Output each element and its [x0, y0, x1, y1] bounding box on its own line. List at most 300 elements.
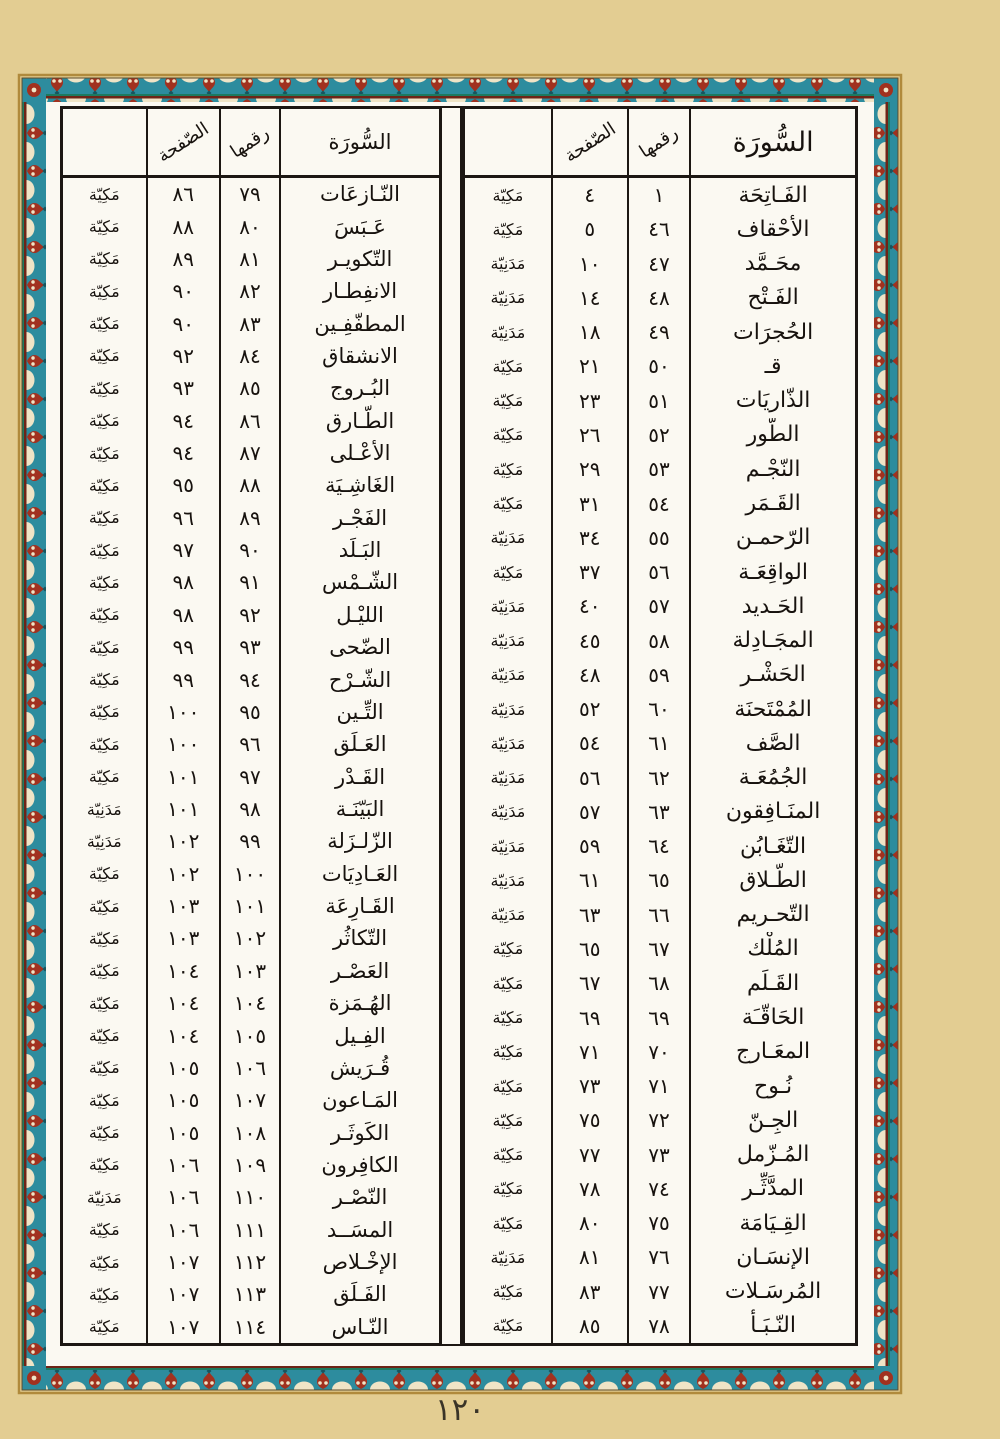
table-row	[465, 863, 855, 897]
surah-start-page: ٥٤	[553, 726, 629, 760]
surah-name: الزّلـزَلة	[327, 829, 393, 854]
table-row	[63, 987, 439, 1019]
table-row	[465, 1000, 855, 1034]
revelation-type: مَكِيّة	[63, 210, 148, 242]
surah-name: الإخْـلاص	[322, 1250, 398, 1275]
revelation-type: مَكِيّة	[63, 1052, 148, 1084]
surah-start-page: ٧٧	[553, 1137, 629, 1171]
table-row	[63, 469, 439, 501]
surah-number: ٨٠	[221, 210, 281, 242]
surah-start-page: ٩٤	[148, 437, 221, 469]
surah-start-page: ١٠٥	[148, 1052, 221, 1084]
surah-start-page: ٩٣	[148, 372, 221, 404]
surah-name: القِـيَامَة	[739, 1210, 807, 1236]
surah-start-page: ٨٠	[553, 1206, 629, 1240]
revelation-type: مَكِيّة	[63, 599, 148, 631]
surah-number: ١١٠	[221, 1181, 281, 1213]
revelation-type: مَكِيّة	[63, 955, 148, 987]
surah-name: المُرسَـلات	[724, 1279, 822, 1305]
surah-name: الجِـنّ	[747, 1107, 799, 1133]
surah-name: المعَـارج	[736, 1039, 811, 1065]
revelation-type: مَدَنِيّة	[465, 658, 553, 692]
revelation-type: مَكِيّة	[465, 1069, 553, 1103]
surah-index-table-left	[60, 106, 442, 1346]
surah-start-page: ٢٣	[553, 384, 629, 418]
surah-number: ٧٨	[629, 1309, 691, 1343]
table-row	[465, 1240, 855, 1274]
table-row	[63, 858, 439, 890]
table-row	[63, 210, 439, 242]
revelation-type: مَدَنِيّة	[465, 281, 553, 315]
revelation-type: مَدَنِيّة	[465, 898, 553, 932]
table-row	[63, 760, 439, 792]
surah-number: ٥٢	[629, 418, 691, 452]
revelation-type: مَكِيّة	[63, 890, 148, 922]
surah-number: ٦١	[629, 726, 691, 760]
surah-start-page: ١٠٧	[148, 1311, 221, 1343]
surah-start-page: ٩٨	[148, 599, 221, 631]
table-row	[465, 521, 855, 555]
surah-start-page: ١٠٢	[148, 858, 221, 890]
surah-number: ٨٤	[221, 340, 281, 372]
revelation-type: مَكِيّة	[63, 1246, 148, 1278]
table-row	[63, 955, 439, 987]
revelation-type: مَكِيّة	[63, 534, 148, 566]
surah-number: ٨٢	[221, 275, 281, 307]
surah-name: الطُّور	[746, 422, 800, 448]
revelation-type: مَكِيّة	[465, 1309, 553, 1343]
surah-number: ٨٧	[221, 437, 281, 469]
surah-name: الكافِرون	[321, 1152, 399, 1177]
surah-name: المجَـادِلة	[732, 628, 814, 654]
surah-number: ١	[629, 178, 691, 212]
surah-number: ٧٧	[629, 1275, 691, 1309]
surah-name: المُمْتَحنَة	[734, 696, 812, 722]
revelation-type: مَكِيّة	[465, 555, 553, 589]
surah-start-page: ٩٥	[148, 469, 221, 501]
surah-name: الحُجرَات	[733, 319, 814, 345]
table-row	[465, 247, 855, 281]
table-body	[63, 178, 439, 1343]
surah-start-page: ٩٨	[148, 566, 221, 598]
surah-name: الصَّف	[745, 730, 801, 756]
surah-start-page: ٥٢	[553, 692, 629, 726]
surah-number: ٨٥	[221, 372, 281, 404]
revelation-type: مَكِيّة	[63, 566, 148, 598]
surah-start-page: ١٠٦	[148, 1149, 221, 1181]
surah-start-page: ٨٣	[553, 1275, 629, 1309]
surah-start-page: ٨٨	[148, 210, 221, 242]
table-row	[63, 890, 439, 922]
table-row	[465, 1069, 855, 1103]
table-row	[63, 1084, 439, 1116]
surah-start-page: ٨٥	[553, 1309, 629, 1343]
surah-start-page: ١٠٦	[148, 1214, 221, 1246]
table-row	[63, 178, 439, 210]
header-number: رقمها	[221, 109, 281, 175]
header-surah: السُّورَة	[732, 126, 814, 158]
revelation-type: مَكِيّة	[63, 1149, 148, 1181]
surah-name: القَـلَم	[746, 970, 800, 996]
surah-index-table-right	[462, 106, 858, 1346]
surah-start-page: ١٠١	[148, 793, 221, 825]
surah-start-page: ٧٣	[553, 1069, 629, 1103]
revelation-type: مَدَنِيّة	[465, 863, 553, 897]
surah-number: ٧٢	[629, 1103, 691, 1137]
table-row	[63, 599, 439, 631]
table-row	[63, 534, 439, 566]
revelation-type: مَكِيّة	[63, 1019, 148, 1051]
revelation-type: مَكِيّة	[63, 987, 148, 1019]
surah-name: الأحْقاف	[736, 216, 810, 242]
surah-name: الضّحى	[329, 635, 391, 660]
surah-start-page: ٥	[553, 212, 629, 246]
revelation-type: مَكِيّة	[63, 858, 148, 890]
table-row	[63, 1116, 439, 1148]
surah-number: ٥٦	[629, 555, 691, 589]
revelation-type: مَكِيّة	[465, 1172, 553, 1206]
table-row	[465, 1035, 855, 1069]
surah-start-page: ١٠٤	[148, 955, 221, 987]
table-row	[465, 418, 855, 452]
surah-name: قُـرَيش	[329, 1055, 391, 1080]
table-row	[63, 372, 439, 404]
surah-number: ١٠٩	[221, 1149, 281, 1181]
surah-number: ٦٢	[629, 761, 691, 795]
header-page: الصّفحة	[553, 109, 629, 175]
surah-start-page: ٩٠	[148, 275, 221, 307]
surah-name: المنَـافِقون	[725, 799, 821, 825]
surah-name: النّجْـم	[745, 456, 801, 482]
table-row	[465, 932, 855, 966]
surah-number: ٥٠	[629, 349, 691, 383]
surah-number: ٩٣	[221, 631, 281, 663]
revelation-type: مَكِيّة	[465, 1137, 553, 1171]
revelation-type: مَدَنِيّة	[465, 589, 553, 623]
surah-name: الحَـديد	[741, 593, 805, 619]
surah-start-page: ١٠٧	[148, 1246, 221, 1278]
surah-name: النّـبَـأ	[750, 1313, 796, 1339]
surah-start-page: ١٠٥	[148, 1084, 221, 1116]
surah-number: ٥٧	[629, 589, 691, 623]
surah-name: الليْـل	[336, 602, 384, 627]
surah-number: ١٠٣	[221, 955, 281, 987]
surah-number: ٤٧	[629, 247, 691, 281]
surah-start-page: ١٠٤	[148, 1019, 221, 1051]
revelation-type: مَكِيّة	[63, 728, 148, 760]
surah-start-page: ١٠٠	[148, 696, 221, 728]
surah-number: ٦٠	[629, 692, 691, 726]
revelation-type: مَكِيّة	[465, 452, 553, 486]
surah-start-page: ٣١	[553, 486, 629, 520]
folio-page-number: ١٢٠	[435, 1392, 485, 1428]
surah-number: ٩٥	[221, 696, 281, 728]
surah-name: الحَشْـر	[740, 662, 806, 688]
surah-start-page: ٢١	[553, 349, 629, 383]
revelation-type: مَكِيّة	[63, 1311, 148, 1343]
surah-start-page: ٩٧	[148, 534, 221, 566]
table-row	[465, 1172, 855, 1206]
table-header-row	[465, 109, 855, 178]
table-row	[63, 793, 439, 825]
surah-number: ٩٧	[221, 760, 281, 792]
surah-start-page: ١٠٤	[148, 987, 221, 1019]
revelation-type: مَكِيّة	[63, 405, 148, 437]
surah-name: المُـزّمل	[736, 1142, 810, 1168]
revelation-type: مَدَنِيّة	[465, 795, 553, 829]
surah-start-page: ٢٩	[553, 452, 629, 486]
revelation-type: مَكِيّة	[63, 1116, 148, 1148]
revelation-type: مَكِيّة	[63, 696, 148, 728]
surah-start-page: ٦١	[553, 863, 629, 897]
surah-number: ٤٩	[629, 315, 691, 349]
surah-number: ٩٦	[221, 728, 281, 760]
surah-name: التّكاثُر	[333, 926, 388, 951]
surah-number: ١١٢	[221, 1246, 281, 1278]
surah-name: المدَّثِّـر	[742, 1176, 804, 1202]
surah-start-page: ١٠١	[148, 760, 221, 792]
revelation-type: مَدَنِيّة	[465, 623, 553, 657]
surah-number: ٦٨	[629, 966, 691, 1000]
revelation-type: مَدَنِيّة	[465, 726, 553, 760]
surah-start-page: ٤٨	[553, 658, 629, 692]
spacer-column	[440, 106, 462, 1346]
surah-name: القَـارِعَة	[325, 894, 395, 919]
table-row	[465, 1275, 855, 1309]
surah-start-page: ١٤	[553, 281, 629, 315]
revelation-type: مَدَنِيّة	[63, 793, 148, 825]
table-row	[63, 566, 439, 598]
table-row	[63, 307, 439, 339]
surah-name: الفِـيل	[334, 1023, 386, 1048]
table-row	[465, 384, 855, 418]
surah-start-page: ٨١	[553, 1240, 629, 1274]
surah-number: ١٠٦	[221, 1052, 281, 1084]
surah-start-page: ٦٧	[553, 966, 629, 1000]
surah-number: ٧٣	[629, 1137, 691, 1171]
surah-name: البُـروج	[330, 376, 391, 401]
table-row	[63, 243, 439, 275]
surah-number: ١٠١	[221, 890, 281, 922]
header-number: رقمها	[629, 109, 691, 175]
table-row	[63, 1149, 439, 1181]
revelation-type: مَكِيّة	[63, 372, 148, 404]
revelation-type: مَكِيّة	[465, 1103, 553, 1137]
surah-name: نُـوح	[754, 1073, 793, 1099]
surah-number: ٧٥	[629, 1206, 691, 1240]
surah-start-page: ٥٦	[553, 761, 629, 795]
surah-start-page: ١٠٠	[148, 728, 221, 760]
surah-name: الفَـتْح	[747, 285, 799, 311]
surah-start-page: ١٨	[553, 315, 629, 349]
surah-name: الشّـرْح	[328, 667, 392, 692]
table-row	[63, 1246, 439, 1278]
table-row	[63, 1278, 439, 1310]
header-surah: السُّورَة	[328, 130, 392, 154]
surah-number: ١٠٧	[221, 1084, 281, 1116]
surah-start-page: ٨٦	[148, 178, 221, 210]
surah-name: المَـاعون	[322, 1088, 398, 1113]
surah-name: النّـاس	[331, 1314, 389, 1339]
surah-number: ٧١	[629, 1069, 691, 1103]
revelation-type: مَكِيّة	[465, 212, 553, 246]
revelation-type: مَكِيّة	[63, 437, 148, 469]
surah-number: ٩٤	[221, 663, 281, 695]
surah-name: التّغَـابُن	[740, 833, 807, 859]
table-row	[465, 281, 855, 315]
table-row	[63, 728, 439, 760]
surah-name: الفَـلَق	[333, 1282, 387, 1307]
surah-number: ٦٩	[629, 1000, 691, 1034]
surah-number: ٩١	[221, 566, 281, 598]
surah-name: النّصْـر	[332, 1185, 388, 1210]
revelation-type: مَكِيّة	[465, 349, 553, 383]
surah-name: الانفِطـار	[322, 279, 398, 304]
surah-name: النّـازعَات	[320, 182, 401, 207]
surah-number: ٥٩	[629, 658, 691, 692]
surah-start-page: ٦٣	[553, 898, 629, 932]
surah-number: ٤٦	[629, 212, 691, 246]
surah-start-page: ٧٨	[553, 1172, 629, 1206]
table-row	[465, 486, 855, 520]
revelation-type: مَدَنِيّة	[465, 521, 553, 555]
surah-start-page: ٤٠	[553, 589, 629, 623]
revelation-type: مَكِيّة	[63, 469, 148, 501]
revelation-type: مَدَنِيّة	[63, 825, 148, 857]
table-row	[465, 555, 855, 589]
surah-number: ١١٤	[221, 1311, 281, 1343]
header-page: الصّفحة	[148, 109, 221, 175]
surah-number: ٥٣	[629, 452, 691, 486]
surah-start-page: ١٠	[553, 247, 629, 281]
surah-start-page: ٣٧	[553, 555, 629, 589]
surah-name: الفَجْـر	[332, 505, 388, 530]
surah-name: الطّـارق	[325, 408, 395, 433]
surah-number: ٨١	[221, 243, 281, 275]
surah-name: الانشقاق	[322, 343, 398, 368]
surah-name: قـ	[764, 353, 782, 379]
surah-name: التِّـين	[336, 699, 384, 724]
revelation-type: مَكِيّة	[63, 760, 148, 792]
table-row	[63, 631, 439, 663]
surah-name: القَـمَر	[745, 491, 801, 517]
revelation-type: مَكِيّة	[63, 502, 148, 534]
header-type	[465, 109, 553, 175]
table-row	[465, 658, 855, 692]
surah-start-page: ٥٩	[553, 829, 629, 863]
surah-start-page: ٣٤	[553, 521, 629, 555]
surah-number: ٨٦	[221, 405, 281, 437]
table-row	[465, 692, 855, 726]
table-row	[63, 663, 439, 695]
surah-name: الطّـلاق	[739, 867, 807, 893]
surah-name: محَـمَّد	[744, 251, 802, 277]
table-row	[63, 1181, 439, 1213]
surah-start-page: ١٠٣	[148, 890, 221, 922]
surah-name: التّحـريم	[736, 902, 810, 928]
table-row	[465, 623, 855, 657]
surah-name: الواقِعَـة	[738, 559, 808, 585]
surah-number: ١٠٠	[221, 858, 281, 890]
surah-name: الإنسَـان	[736, 1244, 810, 1270]
surah-number: ١١١	[221, 1214, 281, 1246]
revelation-type: مَكِيّة	[63, 1084, 148, 1116]
table-row	[63, 437, 439, 469]
table-row	[63, 825, 439, 857]
table-row	[63, 275, 439, 307]
revelation-type: مَدَنِيّة	[465, 1240, 553, 1274]
revelation-type: مَدَنِيّة	[465, 247, 553, 281]
revelation-type: مَكِيّة	[465, 178, 553, 212]
table-row	[63, 502, 439, 534]
table-row	[465, 212, 855, 246]
table-row	[63, 1214, 439, 1246]
table-row	[465, 761, 855, 795]
revelation-type: مَكِيّة	[63, 307, 148, 339]
revelation-type: مَكِيّة	[465, 932, 553, 966]
table-row	[465, 966, 855, 1000]
surah-name: الحَاقّـَة	[741, 1005, 805, 1030]
revelation-type: مَكِيّة	[465, 1000, 553, 1034]
surah-name: الغَاشِـيَة	[324, 473, 396, 498]
surah-start-page: ٩٢	[148, 340, 221, 372]
revelation-type: مَكِيّة	[465, 486, 553, 520]
surah-start-page: ١٠٧	[148, 1278, 221, 1310]
surah-number: ١٠٨	[221, 1116, 281, 1148]
table-row	[465, 829, 855, 863]
surah-number: ٥٥	[629, 521, 691, 555]
surah-name: الجُمُعَـة	[738, 765, 808, 791]
surah-start-page: ٩٦	[148, 502, 221, 534]
surah-number: ١٠٤	[221, 987, 281, 1019]
surah-number: ٩٠	[221, 534, 281, 566]
surah-name: المُلْك	[747, 936, 799, 962]
revelation-type: مَكِيّة	[465, 1035, 553, 1069]
surah-number: ١٠٢	[221, 922, 281, 954]
surah-name: البَـلَد	[338, 538, 382, 563]
surah-name: العَصْـر	[330, 958, 390, 983]
table-row	[465, 795, 855, 829]
surah-name: البَيّنَـة	[335, 797, 385, 821]
surah-name: الفَـاتِحَة	[738, 182, 808, 208]
surah-name: الكَوثَـر	[330, 1120, 390, 1145]
table-row	[465, 349, 855, 383]
table-row	[465, 589, 855, 623]
surah-number: ٦٧	[629, 932, 691, 966]
table-row	[465, 1309, 855, 1343]
revelation-type: مَدَنِيّة	[465, 761, 553, 795]
surah-number: ٤٨	[629, 281, 691, 315]
surah-name: العَـادِيَات	[321, 861, 399, 886]
surah-name: التّكويـر	[327, 246, 393, 271]
revelation-type: مَكِيّة	[63, 922, 148, 954]
surah-start-page: ٤٥	[553, 623, 629, 657]
surah-number: ٨٩	[221, 502, 281, 534]
surah-start-page: ١٠٥	[148, 1116, 221, 1148]
surah-start-page: ٦٥	[553, 932, 629, 966]
revelation-type: مَكِيّة	[63, 243, 148, 275]
surah-name: المسَــد	[326, 1217, 394, 1242]
revelation-type: مَكِيّة	[63, 1214, 148, 1246]
surah-start-page: ٧١	[553, 1035, 629, 1069]
table-row	[465, 726, 855, 760]
surah-number: ٩٨	[221, 793, 281, 825]
surah-number: ٦٣	[629, 795, 691, 829]
surah-start-page: ١٠٦	[148, 1181, 221, 1213]
surah-number: ٦٤	[629, 829, 691, 863]
surah-number: ٩٩	[221, 825, 281, 857]
surah-number: ٦٦	[629, 898, 691, 932]
